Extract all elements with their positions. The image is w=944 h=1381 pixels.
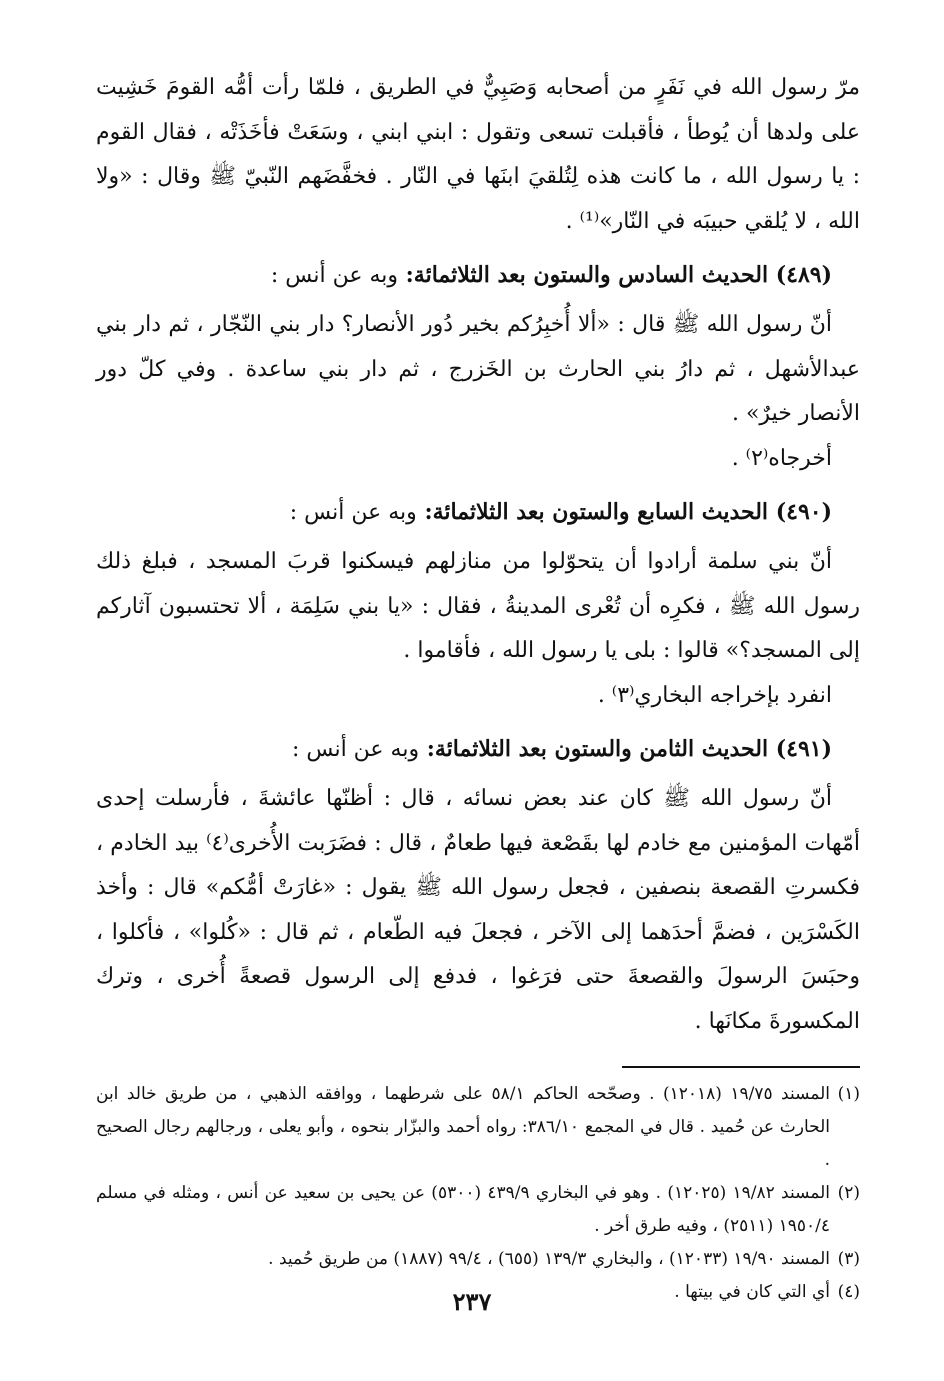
footnote (96, 1078, 860, 1177)
hadith-491-heading-tail: وبه عن أنس : (292, 737, 420, 762)
hadith-489-text: أنّ رسول الله ﷺ قال : «ألا أُخبِرُكم بخير دُور الأنصار؟ دار بني النّجّار ، ثم دار بني عبدالأشهل ، ثم دارُ بني الحارث بن الخَزرج ، ثم دار بني ساعدة . وفي كلّ دور الأنصار خيرٌ» . (96, 312, 860, 426)
footnotes (96, 1078, 860, 1309)
footnote-text: أي التي كان في بيتها . (674, 1282, 830, 1302)
hadith-490-heading-title: (٤٩٠) الحديث السابع والستون بعد الثلاثمائة: (424, 499, 832, 525)
footnote-number: (٣) (837, 1249, 860, 1269)
hadith-491-heading-title: (٤٩١) الحديث الثامن والستون بعد الثلاثمائة: (426, 736, 832, 762)
hadith-489-source: أخرجاه⁽٢⁾ . (731, 445, 832, 471)
footnote-separator (622, 1066, 860, 1068)
hadith-490-heading (96, 491, 860, 534)
hadith-489-heading-tail: وبه عن أنس : (270, 263, 398, 288)
hadith-490-heading-tail: وبه عن أنس : (289, 500, 417, 525)
footnote (96, 1177, 860, 1243)
page-number: ٢٣٧ (452, 1287, 492, 1316)
footnote-text: المسند ١٩/٨٢ (١٢٠٢٥) . وهو في البخاري ٤٣٩/٩ (٥٣٠٠) عن يحيى بن سعيد عن أنس ، ومثله في مسلم ١٩٥٠/٤ (٢٥١١) ، وفيه طرق أخر . (96, 1183, 830, 1236)
footnote-number: (٤) (837, 1282, 860, 1302)
hadith-490-text: أنّ بني سلمة أرادوا أن يتحوّلوا من منازلهم فيسكنوا قربَ المسجد ، فبلغ ذلك رسول الله ﷺ ، فكرِه أن تُعْرى المدينةُ ، فقال : «يا بني سَلِمَة ، ألا تحتسبون آثاركم إلى المسجد؟» قالوا : بلى يا رسول الله ، فأقاموا . (96, 549, 860, 663)
hadith-489-heading-title: (٤٨٩) الحديث السادس والستون بعد الثلاثمائة: (405, 262, 832, 288)
main-text (96, 66, 860, 1044)
hadith-491-text: أنّ رسول الله ﷺ كان عند بعض نسائه ، قال : أظنّها عائشةَ ، فأرسلت إحدى أمّهات المؤمنين مع خادم لها بقَصْعة فيها طعامٌ ، قال : فضَرَبت الأُخرى⁽٤⁾ بيد الخادم ، فكسرتِ القصعة بنصفين ، فجعل رسول الله ﷺ يقول : «غارَتْ أمُّكم» قال : وأخذ الكَسْرَين ، فضمَّ أحدَهما إلى الآخر ، فجعلَ فيه الطّعام ، ثم قال : «كُلوا» ، فأكلوا ، وحبَسَ الرسولَ والقصعةَ حتى فرَغوا ، فدفع إلى الرسول قصعةً أُخرى ، وترك المكسورةَ مكانَها . (96, 786, 861, 1034)
intro-paragraph: مرّ رسول الله في نَفَرٍ من أصحابه وَصَبِيٌّ في الطريق ، فلمّا رأت أمُّه القومَ خَشِيت على ولدها أن يُوطأ ، فأقبلت تسعى وتقول : ابني ابني ، وسَعَتْ فأخَذَتْه ، فقال القوم : يا رسول الله ، ما كانت هذه لِتُلقيَ ابنَها في النّار . فخفَّضَهم النّبيّ ﷺ وقال : «ولا الله ، لا يُلقي حبيبَه في النّار»⁽¹⁾ . (96, 75, 860, 234)
footnote-text: المسند ١٩/٩٠ (١٢٠٣٣) ، والبخاري ١٣٩/٣ (٦٥٥) ، ٩٩/٤ (١٨٨٧) من طريق حُميد . (268, 1249, 830, 1269)
footnote-number: (١) (837, 1084, 860, 1104)
footnote-number: (٢) (837, 1183, 860, 1203)
footnote (96, 1243, 860, 1276)
hadith-490-source: انفرد بإخراجه البخاري⁽٣⁾ . (597, 682, 832, 708)
hadith-489-heading (96, 254, 860, 297)
footnote-text: المسند ١٩/٧٥ (١٢٠١٨) . وصحّحه الحاكم ٥٨/١ على شرطهما ، ووافقه الذهبي ، من طريق خالد ابن الحارث عن حُميد . قال في المجمع ٣٨٦/١٠: رواه أحمد والبزّار بنحوه ، وأبو يعلى ، ورجالهم رجال الصحيح . (96, 1084, 831, 1170)
hadith-491-heading (96, 728, 860, 771)
